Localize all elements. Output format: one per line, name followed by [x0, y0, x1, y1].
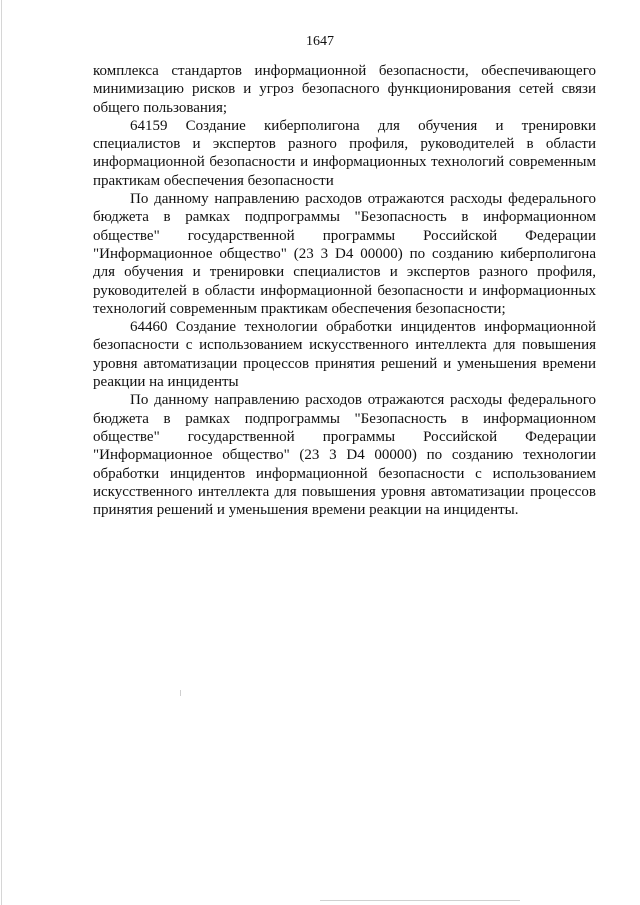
paragraph-4: 64460 Создание технологии обработки инцидентов информационной безопасности с использованием искусственного интеллекта для повышения уровня автоматизации процессов принятия решений и уменьшения времени реакции на инциденты [93, 319, 596, 391]
document-body [93, 62, 596, 519]
paragraph-2: 64159 Создание киберполигона для обучения и тренировки специалистов и экспертов разного профиля, руководителей в области информационной безопасности и информационных технологий современным практикам обеспечения безопасности [93, 117, 596, 189]
paragraph-5: По данному направлению расходов отражаются расходы федерального бюджета в рамках подпрограммы "Безопасность в информационном обществе" государственной программы Российской Федерации "Информационное общество" (23 3 D4 00000) по созданию технологии обработки инцидентов информационной безопасности с использованием искусственного интеллекта для повышения уровня автоматизации процессов принятия решений и уменьшения времени реакции на инциденты. [93, 392, 596, 519]
paragraph-1: комплекса стандартов информационной безопасности, обеспечивающего минимизацию рисков и угроз безопасного функционирования сетей связи общего пользования; [93, 63, 596, 116]
scan-edge-bottom [320, 900, 520, 901]
scan-edge-left [1, 0, 2, 905]
scan-speck [180, 690, 181, 696]
page-number: 1647 [306, 34, 334, 49]
paragraph-3: По данному направлению расходов отражаются расходы федерального бюджета в рамках подпрограммы "Безопасность в информационном обществе" государственной программы Российской Федерации "Информационное общество" (23 3 D4 00000) по созданию киберполигона для обучения и тренировки специалистов и экспертов разного профиля, руководителей в области информационной безопасности и информационных технологий современным практикам обеспечения безопасности; [93, 191, 596, 317]
